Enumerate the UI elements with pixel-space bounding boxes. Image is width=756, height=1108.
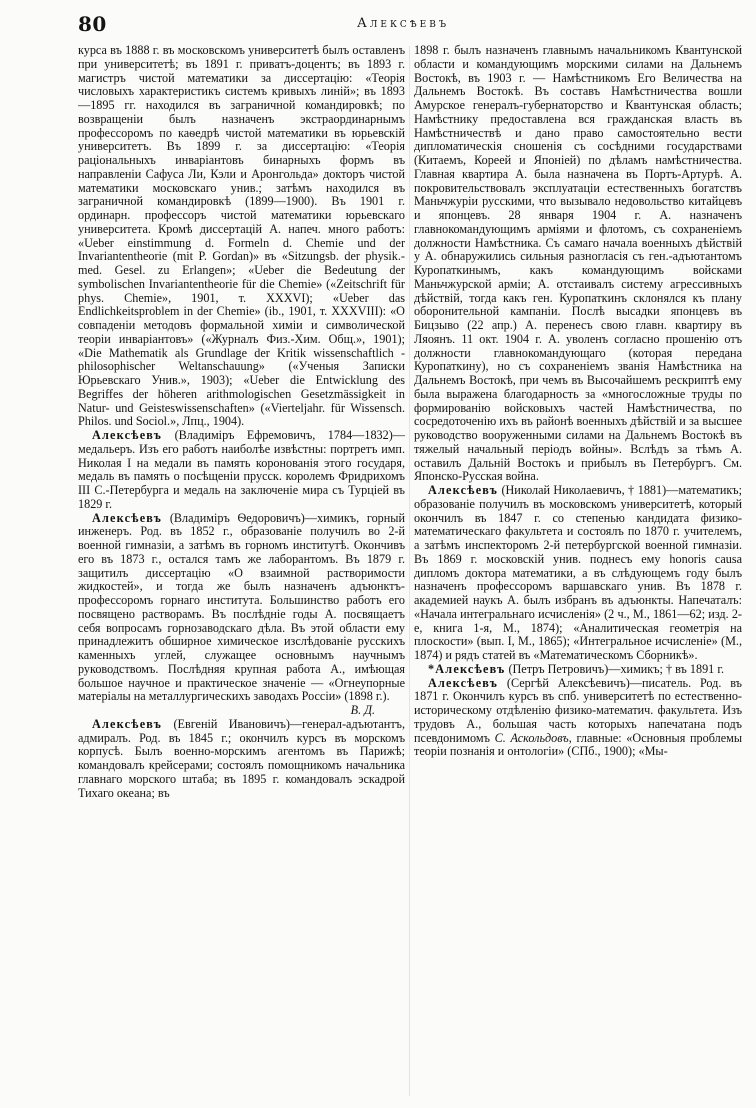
column-divider (409, 46, 410, 1096)
entry-text: курса въ 1888 г. въ московскомъ университетѣ былъ оставленъ при университетѣ; въ 1891 г. приватъ-доцентъ; въ 1893 г. магистръ чистой математики за диссертацію: «Теорія числовыхъ характеристикъ системъ кривыхъ линій»; въ 1893—1895 гг. находился въ заграничной командировкѣ; по возвращеніи былъ назначенъ экстраординарнымъ профессоромъ по каѳедрѣ чистой математики въ юрьевскій университетъ. Въ 1899 г. за диссертацію: «Теорія раціональныхъ инваріантовъ бинарныхъ формъ въ направленіи Сафуса Ли, Кэли и Аронгольда» докторъ чистой математики московскаго унив.; затѣмъ находился въ заграничной командировкѣ (1899—1900). Въ 1901 г. ординарн. профессоръ чистой математики юрьевскаго университета. Кромѣ диссертацій А. напеч. много работъ: «Ueber einstimmung d. Formeln d. Chemie und der Invariantentheorie (mit P. Gordan)» въ «Sitzungsb. der physik.-med. Gesel. zu Erlangen»; «Ueber die Bedeutung der symbolischen Invariantentheorie für die Chemie» («Zeitschrift für phys. Chemie», 1901, т. XXXVI); «Ueber das Endlichkeitsproblem in der Chemie» (ib., 1901, т. XXXVIII): «О совпаденіи методовъ формальной химіи и символической теоріи инваріантовъ» («Журналъ Физ.-Хим. Общ.», 1901); «Die Mathematik als Grundlage der Kritik wissenschaftlich - philosophischer Weltanschauung» («Ученыя Записки Юрьевскаго Унив.», 1903); «Ueber die Entwicklung des Begriffes der höheren arithmologischen Gesetzmässigkeit in Natur- und Geisteswissenschaften» («Vierteljahr. für Wissensch. Philos. und Sociol.», Лпц., 1904). (78, 44, 405, 429)
entry-continuation (78, 44, 405, 429)
entry-text: (Евгеній Ивановичъ)—генерал-адъютантъ, адмиралъ. Род. въ 1845 г.; окончилъ курсъ въ морскомъ корпусѣ. Былъ военно-морскимъ агентомъ въ Парижѣ; командовалъ крейсерами; состоялъ помощникомъ начальника главнаго морского штаба; въ 1895 г. командовалъ эскадрой Тихаго океана; въ (78, 716, 405, 800)
author-signature: В. Д. (350, 703, 375, 717)
entry-headword: Алексѣевъ (92, 716, 163, 731)
entry-headword: Алексѣевъ (92, 510, 163, 525)
entry-headword: Алексѣевъ (428, 675, 499, 690)
entry-headword: *Алексѣевъ (428, 661, 506, 676)
page-header (78, 12, 728, 40)
running-head: Алексѣевъ (357, 16, 449, 31)
entry-headword: Алексѣевъ (92, 428, 163, 442)
entry-text: (Николай Николаевичъ, † 1881)—математикъ; образованіе получилъ въ московскомъ университетѣ, который окончилъ въ 1847 г. со степенью кандидата физико-математическаго факультета и состоялъ по 1870 г. учителемъ, а затѣмъ инспекторомъ 2-й петербургской военной гимназіи. Въ 1869 г. московскій унив. поднесъ ему honoris causa дипломъ доктора математики, а въ слѣдующемъ году былъ назначенъ профессоромъ варшавскаго унив. Въ 1878 г. академией наукъ А. былъ избранъ въ адъюнкты. Напечаталъ: «Начала интегральнаго исчисленія» (2 ч., М., 1861—62; изд. 2-е, книга 1-я, М., 1874); «Аналитическая геометрія на плоскости» (вып. I, М., 1865); «Интегральное исчисленіе» (М., 1874) и рядъ статей въ «Математическомъ Сборникѣ». (414, 483, 742, 662)
entry-text: (Петръ Петровичъ)—химикъ; † въ 1891 г. (505, 661, 724, 676)
entry-alekseev-nikolai-nikolaevich (414, 484, 742, 663)
left-column (78, 44, 405, 1100)
pseudonym: С. Аскольдовъ (494, 730, 569, 745)
entry-text: 1898 г. былъ назначенъ главнымъ начальникомъ Квантунской области и командующимъ морскими силами на Дальнемъ Востокѣ, въ 1903 г. — Намѣстникомъ Его Величества на Дальнемъ Востокѣ. Въ составъ Намѣстничества вошли Амурское генералъ-губернаторство и Квантунская область; Намѣстнику предоставлена вся гражданская власть въ Намѣстничествѣ и дано право самостоятельно вести дипломатическія сношенія съ сосѣдними государствами (Китаемъ, Кореей и Японіей) по дѣламъ намѣстничества. Главная квартира А. была назначена въ Портъ-Артурѣ. А. покровительствовалъ эксплуатаціи естественныхъ богатствъ Маньчжуріи русскими, что вызывало недовольство китайцевъ и японцевъ. 28 января 1904 г. А. назначенъ главнокомандующимъ арміями и флотомъ, съ сохраненіемъ должности Намѣстника. Съ самаго начала военныхъ дѣйствій у А. обнаружились сильныя разногласія съ ген.-адъютантомъ Куропаткинымъ, какъ командующимъ войсками Маньчжурской арміи; А. отстаивалъ систему агрессивныхъ дѣйствій, тогда какъ ген. Куропаткинъ склонялся къ плану оборонительной кампаніи. Послѣ высадки японцевъ въ Бицзыво (22 апр.) А. перенесъ свою главн. квартиру въ Ляоянъ. 11 окт. 1904 г. А. уволенъ согласно прошенію отъ должности главнокомандующаго (которая передана Куропаткину), но съ сохраненіемъ званія Намѣстника на Дальнемъ Востокѣ, при чемъ въ Высочайшемъ рескриптѣ ему была выражена благодарность за «многосложные труды по формированію войсковыхъ частей Намѣстничества, по сосредоточенію ихъ въ районѣ военныхъ дѣйствій и за высшее руководство вооруженными силами на Дальнемъ Востокѣ въ тяжелый начальный періодъ войны». Вслѣдъ за тѣмъ А. оставилъ Дальній Востокъ и прибылъ въ Петербургъ. См. Японско-Русская война. (414, 44, 742, 484)
entry-headword: Алексѣевъ (428, 483, 499, 497)
right-column (414, 44, 742, 1100)
entry-alekseev-evgeny-ivanovich (78, 718, 405, 801)
entry-text: (Владиміръ Ѳедоровичъ)—химикъ, горный инженеръ. Род. въ 1852 г., образованіе получилъ во 2-й военной гимназіи, а затѣмъ въ горномъ институтѣ. Окончивъ его въ 1873 г., остался тамъ же лаборантомъ. Въ 1879 г. защитилъ диссертацію «О взаимной растворимости жидкостей», и тогда же былъ назначенъ адъюнктъ-профессоромъ горнаго института. Большинство работъ его посвящено растворамъ. Въ послѣдніе годы А. посвящаетъ себя вопросамъ горнозаводскаго дѣла. Въ этой области ему принадлежитъ обширное химическое изслѣдованіе русскихъ каменныхъ углей, служащее основнымъ научнымъ руководствомъ. Послѣдняя крупная работа А., имѣющая большое научное и практическое значеніе — «Огнеупорные матеріалы на металлургическихъ заводахъ Россіи» (1898 г.). (78, 510, 405, 704)
entry-alekseev-vladimir-efremovich (78, 429, 405, 512)
entry-alekseev-sergei-alekseevich (414, 677, 742, 760)
entry-text: (Владиміръ Ефремовичъ, 1784—1832)—медальеръ. Изъ его работъ наиболѣе извѣстны: портретъ имп. Николая I на медали въ память коронованія этого государя, медаль въ память о посѣщеніи прусск. королемъ Фридрихомъ III С.-Петербурга и медаль на заключеніе мира съ Турціей въ 1829 г. (78, 428, 405, 511)
entry-continuation (414, 44, 742, 484)
page-number: 80 (78, 12, 107, 36)
entry-alekseev-petr-petrovich (414, 663, 742, 677)
entry-alekseev-vladimir-fedorovich (78, 512, 405, 705)
entry-text: , главные: «Основныя проблемы теоріи познанія и онтологіи» (СПб., 1900); «Мы- (414, 730, 742, 759)
entry-text: (Сергѣй Алексѣевичъ)—писатель. Род. въ 1871 г. Окончилъ курсъ въ спб. университетѣ по естественно-историческому отдѣленію физико-математич. факультета. Изъ трудовъ А., большая часть которыхъ напечатана подъ псевдонимомъ (414, 675, 742, 745)
signature-line (78, 704, 405, 718)
